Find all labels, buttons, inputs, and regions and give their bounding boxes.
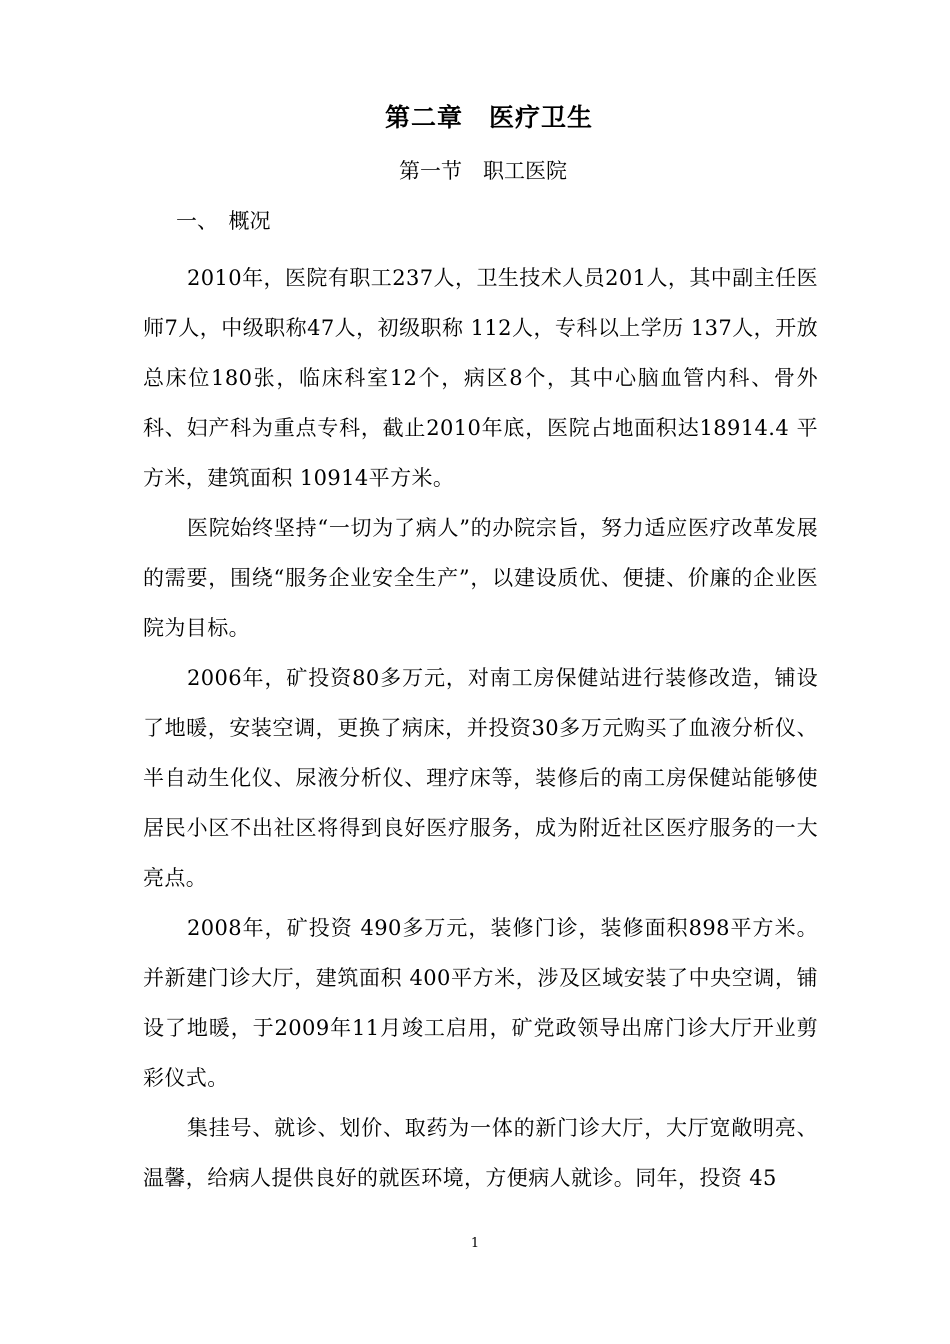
- paragraph: 2006年，矿投资80多万元，对南工房保健站进行装修改造，铺设了地暖，安装空调，更换了病床，并投资30多万元购买了血液分析仪、半自动生化仪、尿液分析仪、理疗床等，装修后的南工房保健站能够使居民小区不出社区将得到良好医疗服务，成为附近社区医疗服务的一大亮点。: [143, 666, 818, 890]
- page-number: 1: [470, 1236, 480, 1251]
- paragraph: 2008年，矿投资 490多万元，装修门诊，装修面积898平方米。并新建门诊大厅，建筑面积 400平方米，涉及区域安装了中央空调，铺设了地暖，于2009年11月竣工启用，矿党政领导出席门诊大厅开业剪彩仪式。: [143, 916, 818, 1090]
- subsection-title: 一、 概况: [176, 209, 271, 233]
- paragraph: 2010年，医院有职工237人，卫生技术人员201人，其中副主任医师7人，中级职称47人，初级职称 112人，专科以上学历 137人，开放总床位180张，临床科室12个，病区8个，其中心脑血管内科、骨外科、妇产科为重点专科，截止2010年底，医院占地面积达18914.4 平方米，建筑面积 10914平方米。: [143, 266, 818, 490]
- paragraph: 集挂号、就诊、划价、取药为一体的新门诊大厅，大厅宽敞明亮、温馨，给病人提供良好的就医环境，方便病人就诊。同年，投资 45: [143, 1116, 818, 1190]
- body-text: [143, 253, 818, 1203]
- chapter-title: 第二章 医疗卫生: [384, 103, 593, 132]
- section-title: 第一节 职工医院: [399, 159, 567, 183]
- paragraph: 医院始终坚持“一切为了病人”的办院宗旨，努力适应医疗改革发展的需要，围绕“服务企业安全生产”，以建设质优、便捷、价廉的企业医院为目标。: [143, 516, 818, 640]
